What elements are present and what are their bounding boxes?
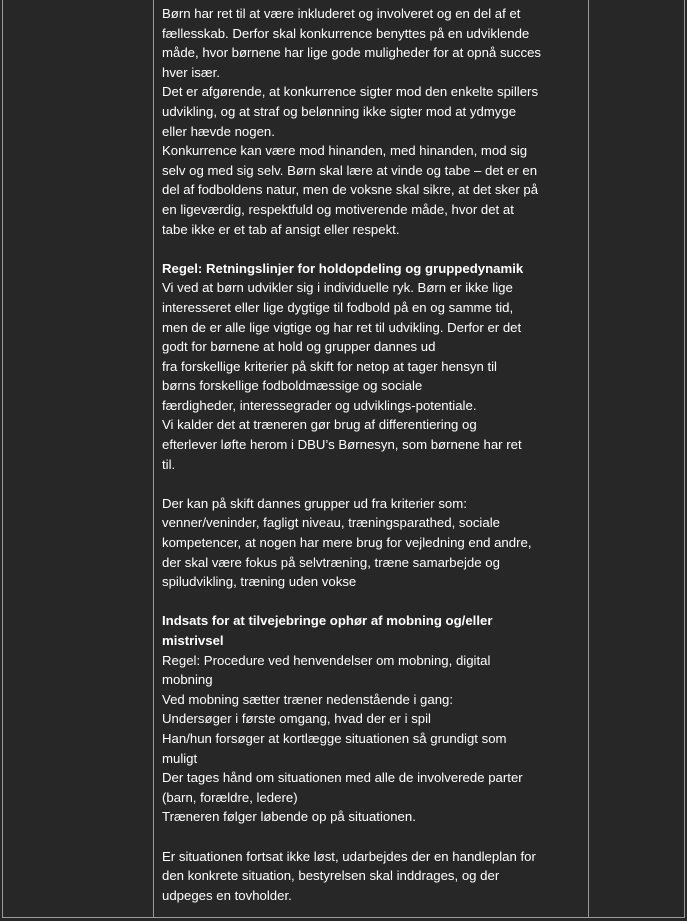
paragraph-line: Vi kalder det at træneren gør brug af differentiering og <box>162 417 477 433</box>
spacer <box>162 592 586 612</box>
paragraph-line: men de er alle lige vigtige og har ret til udvikling. Derfor er det <box>162 319 522 335</box>
paragraph-line: udpeges en tovholder. <box>162 887 292 903</box>
paragraph-line: Regel: Procedure ved henvendelser om mobning, digital <box>162 652 491 668</box>
paragraph-line: kompetencer, at nogen har mere brug for vejledning end andre, <box>162 535 532 551</box>
paragraph-line: en ligeværdig, respektfuld og motiverende måde, hvor det at <box>162 201 514 217</box>
document-text <box>162 4 586 905</box>
paragraph-line: eller hævde nogen. <box>162 123 275 139</box>
paragraph-line: Træneren følger løbende op på situationen. <box>162 809 416 825</box>
paragraph-line: den konkrete situation, bestyrelsen skal inddrages, og der <box>162 868 500 884</box>
paragraph-line: udvikling, og at straf og belønning ikke sigter mod at ydmyge <box>162 103 517 119</box>
paragraph-line: Er situationen fortsat ikke løst, udarbejdes der en handleplan for <box>162 848 536 864</box>
spacer <box>162 827 586 847</box>
paragraph-line: mobning <box>162 672 213 688</box>
section-heading: Regel: Retningslinjer for holdopdeling og gruppedynamik <box>162 260 524 276</box>
paragraph-line: hver især. <box>162 64 220 80</box>
paragraph-line: spiludvikling, træning uden vokse <box>162 574 357 590</box>
paragraph-line: muligt <box>162 750 198 766</box>
paragraph-line: efterlever løfte herom i DBU’s Børnesyn, som børnene har ret <box>162 437 522 453</box>
paragraph-line: til. <box>162 456 176 472</box>
paragraph-line: interesseret eller lige dygtige til fodbold på en og samme tid, <box>162 299 514 315</box>
paragraph-line: venner/veninder, fagligt niveau, træningsparathed, sociale <box>162 515 500 531</box>
paragraph-line: Børn har ret til at være inkluderet og involveret og en del af et <box>162 6 521 21</box>
paragraph-line: Konkurrence kan være mod hinanden, med hinanden, mod sig <box>162 143 528 159</box>
spacer <box>162 239 586 259</box>
paragraph-line: færdigheder, interessegrader og udviklings-potentiale. <box>162 397 477 413</box>
spacer <box>162 474 586 494</box>
paragraph-line: Ved mobning sætter træner nedenstående i gang: <box>162 691 454 707</box>
section-heading: mistrivsel <box>162 633 224 648</box>
paragraph-line: måde, hvor børnene har lige gode muligheder for at opnå succes <box>162 45 541 61</box>
paragraph-line: Der tages hånd om situationen med alle de involverede parter <box>162 770 523 786</box>
table-cell-right <box>589 0 685 918</box>
paragraph-line: del af fodboldens natur, men de voksne skal sikre, at det sker på <box>162 182 539 198</box>
paragraph-line: Vi ved at børn udvikler sig i individuelle ryk. Børn er ikke lige <box>162 280 513 296</box>
paragraph-line: tabe ikke er et tab af ansigt eller respekt. <box>162 221 400 237</box>
paragraph-line: selv og med sig selv. Børn skal lære at vinde og tabe – det er en <box>162 162 538 178</box>
paragraph-line: der skal være fokus på selvtræning, træne samarbejde og <box>162 554 500 570</box>
paragraph-line: Der kan på skift dannes grupper ud fra kriterier som: <box>162 495 467 511</box>
table-cell-left <box>2 0 154 918</box>
paragraph-line: fra forskellige kriterier på skift for netop at tager hensyn til <box>162 358 497 374</box>
section-heading: Indsats for at tilvejebringe ophør af mobning og/eller <box>162 613 493 629</box>
paragraph-line: Han/hun forsøger at kortlægge situationen så grundigt som <box>162 730 507 746</box>
paragraph-line: Undersøger i første omgang, hvad der er i spil <box>162 711 431 727</box>
paragraph-line: Det er afgørende, at konkurrence sigter mod den enkelte spillers <box>162 84 539 100</box>
paragraph-line: fællesskab. Derfor skal konkurrence benyttes på en udviklende <box>162 25 530 41</box>
paragraph-line: (barn, forældre, ledere) <box>162 789 298 805</box>
paragraph-line: godt for børnene at hold og grupper dannes ud <box>162 339 436 355</box>
paragraph-line: børns forskellige fodboldmæssige og sociale <box>162 378 423 394</box>
